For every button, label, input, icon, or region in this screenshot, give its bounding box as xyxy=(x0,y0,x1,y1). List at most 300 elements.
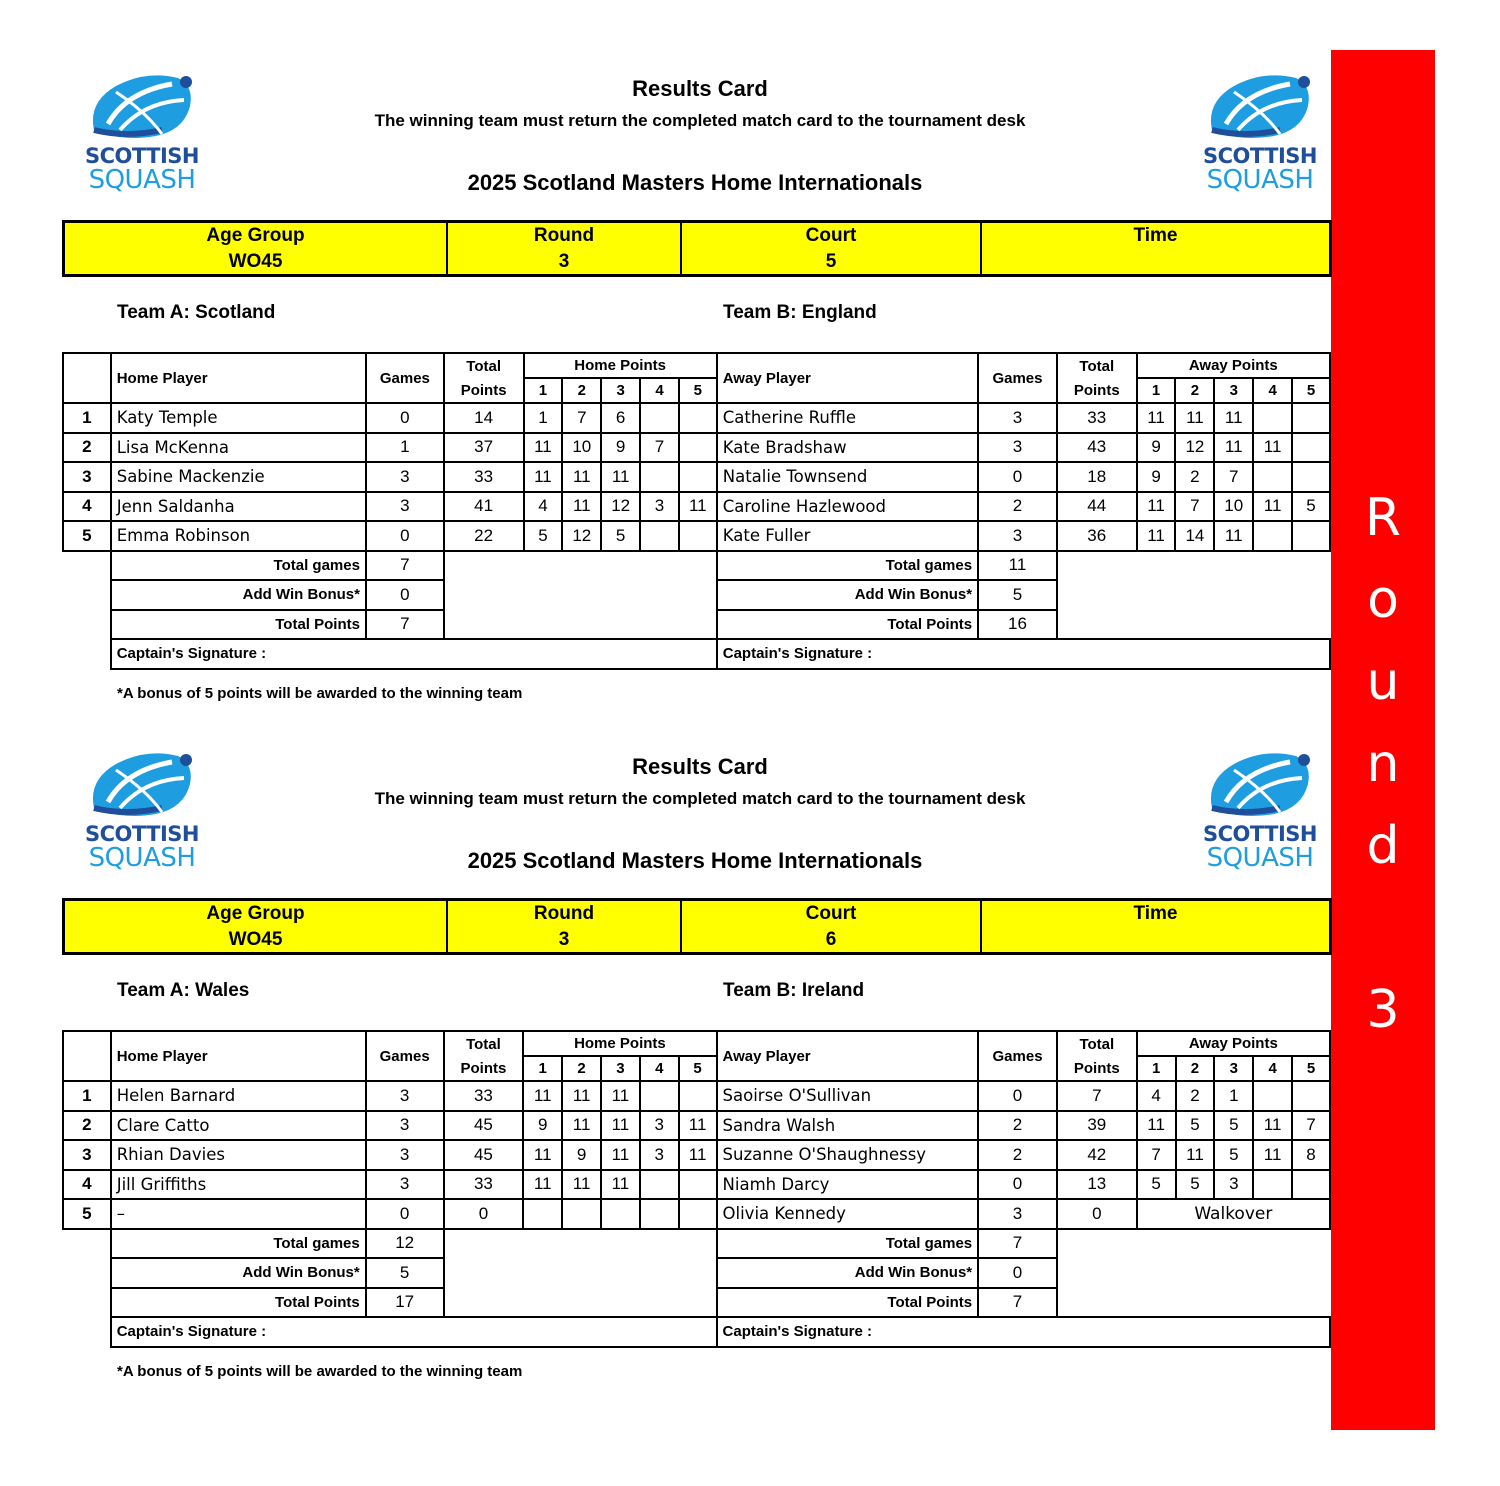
away-total-games-label: Total games xyxy=(717,551,978,581)
home-game-score xyxy=(640,521,679,551)
away-total-points: 18 xyxy=(1057,462,1137,492)
away-player-name: Olivia Kennedy xyxy=(717,1199,979,1229)
away-game-score: 4 xyxy=(1137,1081,1176,1111)
row-number: 4 xyxy=(63,492,111,522)
home-total-points-label: Total Points xyxy=(111,1288,366,1318)
home-game-score: 11 xyxy=(679,492,717,522)
home-total-points: 22 xyxy=(444,521,524,551)
table-row xyxy=(63,1111,1330,1141)
home-game-score: 12 xyxy=(562,521,601,551)
home-player-name: Jenn Saldanha xyxy=(111,492,366,522)
results-card xyxy=(0,678,1331,1380)
spacer xyxy=(63,639,111,669)
away-total-games-value: 11 xyxy=(978,551,1057,581)
home-game-score: 12 xyxy=(601,492,640,522)
away-game-score: 11 xyxy=(1175,403,1214,433)
away-total-points-header: Points xyxy=(1057,1056,1137,1081)
away-games: 2 xyxy=(978,1111,1057,1141)
home-game-score: 4 xyxy=(524,492,563,522)
home-game-score: 5 xyxy=(601,521,640,551)
spacer xyxy=(63,610,111,640)
time-cell xyxy=(982,223,1329,274)
home-game-score xyxy=(640,462,679,492)
away-game-score: 11 xyxy=(1214,521,1253,551)
event-title: 2025 Scotland Masters Home Internationals xyxy=(467,848,923,873)
row-number: 5 xyxy=(63,521,111,551)
home-game-1-header: 1 xyxy=(524,378,563,403)
table-row xyxy=(63,1081,1330,1111)
away-total-games-label: Total games xyxy=(717,1229,979,1259)
away-games: 3 xyxy=(978,521,1057,551)
bonus-note: *A bonus of 5 points will be awarded to the winning team xyxy=(117,685,523,702)
spacer xyxy=(63,1258,111,1288)
home-games-header: Games xyxy=(366,1031,444,1081)
home-game-score: 11 xyxy=(523,1140,562,1170)
round-value: 3 xyxy=(558,929,570,950)
away-game-score: 2 xyxy=(1176,1081,1215,1111)
home-game-score: 9 xyxy=(601,433,640,463)
home-game-score: 11 xyxy=(601,1140,640,1170)
away-player-name: Suzanne O'Shaughnessy xyxy=(717,1140,979,1170)
home-game-score xyxy=(679,521,717,551)
away-game-score: 5 xyxy=(1137,1170,1176,1200)
logo-text-squash: SQUASH xyxy=(1206,843,1314,873)
home-game-score: 11 xyxy=(679,1111,717,1141)
away-game-score: 9 xyxy=(1137,433,1176,463)
away-win-bonus-value: 0 xyxy=(978,1258,1057,1288)
time-label: Time xyxy=(1133,903,1178,924)
home-total-points: 33 xyxy=(444,1081,524,1111)
blank-area xyxy=(1057,1229,1330,1318)
away-player-name: Kate Fuller xyxy=(717,521,978,551)
away-total-points: 43 xyxy=(1057,433,1137,463)
home-games: 0 xyxy=(366,1199,444,1229)
age-group-cell xyxy=(65,223,448,274)
spacer xyxy=(63,1229,111,1259)
away-captain-signature: Captain's Signature : xyxy=(717,639,1330,669)
age-group-value: WO45 xyxy=(228,251,283,272)
home-game-score: 11 xyxy=(523,1081,562,1111)
away-total-points: 44 xyxy=(1057,492,1137,522)
blank-area xyxy=(444,1229,717,1318)
away-total-points: 36 xyxy=(1057,521,1137,551)
away-games: 0 xyxy=(978,1170,1057,1200)
away-game-4-header: 4 xyxy=(1253,1056,1292,1081)
away-player-name: Catherine Ruffle xyxy=(717,403,978,433)
away-total-games-value: 7 xyxy=(978,1229,1057,1259)
logo-text-scottish: SCOTTISH xyxy=(84,822,200,846)
round-label: Round xyxy=(533,225,595,246)
away-walkover: Walkover xyxy=(1137,1199,1330,1229)
away-total-points: 33 xyxy=(1057,403,1137,433)
home-game-score: 11 xyxy=(562,462,601,492)
table-row xyxy=(63,433,1330,463)
away-game-score: 8 xyxy=(1292,1140,1330,1170)
away-game-score: 3 xyxy=(1214,1170,1253,1200)
home-game-score: 11 xyxy=(562,1111,601,1141)
away-game-1-header: 1 xyxy=(1137,378,1176,403)
logo-text-scottish: SCOTTISH xyxy=(84,144,200,168)
away-total-points-label: Total Points xyxy=(717,610,978,640)
home-total-points: 33 xyxy=(444,462,524,492)
home-games: 0 xyxy=(366,521,444,551)
row-number-header xyxy=(63,1031,111,1081)
home-game-score: 11 xyxy=(562,1170,601,1200)
home-games: 3 xyxy=(366,1081,444,1111)
home-game-2-header: 2 xyxy=(562,1056,601,1081)
logo-text-scottish: SCOTTISH xyxy=(1202,144,1318,168)
home-games: 0 xyxy=(366,403,444,433)
card-title: Results Card xyxy=(632,754,768,779)
away-game-score: 14 xyxy=(1175,521,1214,551)
home-captain-signature: Captain's Signature : xyxy=(111,639,717,669)
away-total-points: 7 xyxy=(1057,1081,1137,1111)
results-table xyxy=(62,352,1331,670)
away-game-score xyxy=(1292,462,1330,492)
away-game-score: 11 xyxy=(1137,1111,1176,1141)
spacer xyxy=(63,1317,111,1347)
round-cell xyxy=(448,901,682,952)
home-game-score: 5 xyxy=(524,521,563,551)
row-number: 5 xyxy=(63,1199,111,1229)
logo-text-squash: SQUASH xyxy=(88,843,196,873)
court-label: Court xyxy=(805,225,857,246)
home-player-name: Katy Temple xyxy=(111,403,366,433)
card-title: Results Card xyxy=(632,76,768,101)
results-card xyxy=(0,0,1331,702)
home-total-points: 37 xyxy=(444,433,524,463)
home-total-points: 45 xyxy=(444,1140,524,1170)
home-game-5-header: 5 xyxy=(679,1056,717,1081)
home-total-points-header: Points xyxy=(444,1056,524,1081)
home-games: 3 xyxy=(366,492,444,522)
home-player-name: Helen Barnard xyxy=(111,1081,366,1111)
age-group-label: Age Group xyxy=(206,903,305,924)
home-game-score: 11 xyxy=(679,1140,717,1170)
away-player-header: Away Player xyxy=(717,1031,979,1081)
blank-area xyxy=(444,551,717,640)
age-group-label: Age Group xyxy=(206,225,305,246)
home-game-3-header: 3 xyxy=(601,378,640,403)
row-number: 3 xyxy=(63,1140,111,1170)
away-game-score xyxy=(1292,433,1330,463)
home-game-score: 11 xyxy=(601,1111,640,1141)
home-games: 3 xyxy=(366,1170,444,1200)
home-game-score: 10 xyxy=(562,433,601,463)
away-points-header: Away Points xyxy=(1137,1031,1330,1056)
home-game-score: 9 xyxy=(523,1111,562,1141)
court-label: Court xyxy=(805,903,857,924)
round-banner-letter: d xyxy=(1366,816,1400,876)
away-game-2-header: 2 xyxy=(1176,1056,1215,1081)
home-total-points: 0 xyxy=(444,1199,524,1229)
away-game-score xyxy=(1292,1081,1330,1111)
home-game-score: 11 xyxy=(601,462,640,492)
home-player-name: Emma Robinson xyxy=(111,521,366,551)
home-game-4-header: 4 xyxy=(640,378,679,403)
away-game-score xyxy=(1292,521,1330,551)
home-games: 1 xyxy=(366,433,444,463)
home-game-score: 7 xyxy=(562,403,601,433)
away-game-score xyxy=(1292,403,1330,433)
home-game-score xyxy=(679,1170,717,1200)
away-game-score: 11 xyxy=(1253,1111,1292,1141)
age-group-value: WO45 xyxy=(228,929,283,950)
table-row xyxy=(63,462,1330,492)
home-game-score xyxy=(640,1199,679,1229)
row-number: 4 xyxy=(63,1170,111,1200)
home-total-points-header: Points xyxy=(444,378,524,403)
away-game-score xyxy=(1253,1081,1292,1111)
age-group-cell xyxy=(65,901,448,952)
team-b-label: Team B: Ireland xyxy=(723,980,865,1001)
home-game-score: 6 xyxy=(601,403,640,433)
home-total-header: Total xyxy=(444,1031,524,1056)
away-game-score: 2 xyxy=(1175,462,1214,492)
away-points-header: Away Points xyxy=(1137,353,1330,378)
event-title: 2025 Scotland Masters Home Internationals xyxy=(467,170,923,195)
home-game-score xyxy=(601,1199,640,1229)
table-row xyxy=(63,403,1330,433)
team-b-label: Team B: England xyxy=(723,302,877,323)
home-points-header: Home Points xyxy=(523,1031,716,1056)
court-cell xyxy=(682,223,982,274)
round-banner-letter: n xyxy=(1366,734,1400,794)
table-row xyxy=(63,1170,1330,1200)
home-player-name: Sabine Mackenzie xyxy=(111,462,366,492)
home-games: 3 xyxy=(366,1140,444,1170)
away-game-score: 7 xyxy=(1292,1111,1330,1141)
bonus-note: *A bonus of 5 points will be awarded to the winning team xyxy=(117,1363,523,1380)
round-cell xyxy=(448,223,682,274)
home-game-score xyxy=(679,1199,717,1229)
home-total-games-value: 12 xyxy=(366,1229,444,1259)
logo-text-squash: SQUASH xyxy=(1206,165,1314,195)
squash-ball-logo-icon xyxy=(1204,72,1316,142)
away-game-3-header: 3 xyxy=(1214,1056,1253,1081)
away-total-points-label: Total Points xyxy=(717,1288,979,1318)
away-game-score: 11 xyxy=(1253,1140,1292,1170)
home-game-score: 11 xyxy=(524,462,563,492)
away-game-5-header: 5 xyxy=(1292,1056,1330,1081)
home-game-score: 11 xyxy=(562,492,601,522)
away-game-score xyxy=(1253,462,1292,492)
away-games: 0 xyxy=(978,1081,1057,1111)
home-game-score: 11 xyxy=(523,1170,562,1200)
away-game-score xyxy=(1253,403,1292,433)
away-game-score: 11 xyxy=(1253,433,1292,463)
blank-area xyxy=(1057,551,1330,640)
home-captain-signature: Captain's Signature : xyxy=(111,1317,717,1347)
away-games: 0 xyxy=(978,462,1057,492)
card-subtitle: The winning team must return the completed match card to the tournament desk xyxy=(374,111,1026,130)
away-game-1-header: 1 xyxy=(1137,1056,1176,1081)
home-player-header: Home Player xyxy=(111,353,366,403)
home-game-score: 3 xyxy=(640,1140,679,1170)
away-games-header: Games xyxy=(978,1031,1057,1081)
time-cell xyxy=(982,901,1329,952)
away-game-score xyxy=(1292,1170,1330,1200)
away-game-score: 9 xyxy=(1137,462,1176,492)
away-win-bonus-value: 5 xyxy=(978,580,1057,610)
home-total-games-label: Total games xyxy=(111,1229,366,1259)
team-a-label: Team A: Scotland xyxy=(117,302,276,323)
home-player-name: – xyxy=(111,1199,366,1229)
table-row xyxy=(63,521,1330,551)
time-label: Time xyxy=(1133,225,1178,246)
away-game-score: 5 xyxy=(1214,1111,1253,1141)
home-game-3-header: 3 xyxy=(601,1056,640,1081)
away-player-header: Away Player xyxy=(717,353,978,403)
row-number: 2 xyxy=(63,1111,111,1141)
squash-ball-logo-icon xyxy=(86,72,198,142)
scottish-squash-logo xyxy=(72,750,212,880)
away-games: 3 xyxy=(978,1199,1057,1229)
away-player-name: Caroline Hazlewood xyxy=(717,492,978,522)
row-number-header xyxy=(63,353,111,403)
match-info-bar xyxy=(62,220,1332,277)
home-game-1-header: 1 xyxy=(523,1056,562,1081)
away-win-bonus-label: Add Win Bonus* xyxy=(717,580,978,610)
row-number: 1 xyxy=(63,1081,111,1111)
away-game-score: 5 xyxy=(1292,492,1330,522)
home-game-score xyxy=(679,462,717,492)
home-game-score xyxy=(679,433,717,463)
home-game-5-header: 5 xyxy=(679,378,717,403)
match-info-bar xyxy=(62,898,1332,955)
home-win-bonus-label: Add Win Bonus* xyxy=(111,580,366,610)
home-total-games-label: Total games xyxy=(111,551,366,581)
home-total-points: 14 xyxy=(444,403,524,433)
away-game-score: 11 xyxy=(1176,1140,1215,1170)
home-total-points: 33 xyxy=(444,1170,524,1200)
home-points-header: Home Points xyxy=(524,353,717,378)
away-total-points: 39 xyxy=(1057,1111,1137,1141)
away-game-2-header: 2 xyxy=(1175,378,1214,403)
home-player-name: Rhian Davies xyxy=(111,1140,366,1170)
home-game-2-header: 2 xyxy=(562,378,601,403)
away-player-name: Kate Bradshaw xyxy=(717,433,978,463)
away-game-score: 5 xyxy=(1176,1111,1215,1141)
away-player-name: Sandra Walsh xyxy=(717,1111,979,1141)
home-total-points: 45 xyxy=(444,1111,524,1141)
table-row xyxy=(63,1199,1330,1229)
away-game-score: 11 xyxy=(1214,433,1253,463)
away-games-header: Games xyxy=(978,353,1057,403)
round-banner-letter: 3 xyxy=(1366,980,1400,1040)
home-player-header: Home Player xyxy=(111,1031,366,1081)
results-table xyxy=(62,1030,1331,1348)
home-game-score: 9 xyxy=(562,1140,601,1170)
scottish-squash-logo xyxy=(72,72,212,202)
round-banner-letter: R xyxy=(1364,488,1402,548)
away-games: 3 xyxy=(978,433,1057,463)
home-games: 3 xyxy=(366,1111,444,1141)
row-number: 2 xyxy=(63,433,111,463)
court-value: 6 xyxy=(825,929,837,950)
away-total-points-header: Points xyxy=(1057,378,1137,403)
home-win-bonus-value: 5 xyxy=(366,1258,444,1288)
home-games-header: Games xyxy=(366,353,444,403)
away-game-5-header: 5 xyxy=(1292,378,1330,403)
home-game-score: 11 xyxy=(524,433,563,463)
round-banner-letter: o xyxy=(1367,570,1399,630)
home-games: 3 xyxy=(366,462,444,492)
away-game-score: 11 xyxy=(1253,492,1292,522)
home-game-score xyxy=(640,403,679,433)
home-game-4-header: 4 xyxy=(640,1056,679,1081)
home-game-score: 11 xyxy=(562,1081,601,1111)
spacer xyxy=(63,1288,111,1318)
away-game-score xyxy=(1253,521,1292,551)
away-game-score: 11 xyxy=(1137,403,1176,433)
row-number: 3 xyxy=(63,462,111,492)
card-subtitle: The winning team must return the completed match card to the tournament desk xyxy=(374,789,1026,808)
away-game-score: 5 xyxy=(1176,1170,1215,1200)
spacer xyxy=(63,580,111,610)
home-game-score: 11 xyxy=(601,1081,640,1111)
away-games: 2 xyxy=(978,492,1057,522)
court-value: 5 xyxy=(825,251,837,272)
away-game-score: 7 xyxy=(1214,462,1253,492)
logo-text-squash: SQUASH xyxy=(88,165,196,195)
home-player-name: Lisa McKenna xyxy=(111,433,366,463)
home-total-header: Total xyxy=(444,353,524,378)
away-total-points: 42 xyxy=(1057,1140,1137,1170)
away-player-name: Niamh Darcy xyxy=(717,1170,979,1200)
away-game-score: 11 xyxy=(1137,521,1176,551)
spacer xyxy=(63,551,111,581)
away-game-score: 11 xyxy=(1137,492,1176,522)
round-label: Round xyxy=(533,903,595,924)
away-total-header: Total xyxy=(1057,1031,1137,1056)
home-total-games-value: 7 xyxy=(366,551,444,581)
home-game-score xyxy=(562,1199,601,1229)
away-game-4-header: 4 xyxy=(1253,378,1292,403)
team-a-label: Team A: Wales xyxy=(117,980,250,1001)
home-win-bonus-value: 0 xyxy=(366,580,444,610)
away-game-score: 11 xyxy=(1214,403,1253,433)
round-value: 3 xyxy=(558,251,570,272)
home-game-score xyxy=(640,1081,679,1111)
away-games: 3 xyxy=(978,403,1057,433)
home-game-score xyxy=(679,403,717,433)
scottish-squash-logo xyxy=(1190,750,1330,880)
squash-ball-logo-icon xyxy=(86,750,198,820)
away-captain-signature: Captain's Signature : xyxy=(717,1317,1330,1347)
away-game-score: 1 xyxy=(1214,1081,1253,1111)
away-total-header: Total xyxy=(1057,353,1137,378)
home-game-score: 11 xyxy=(601,1170,640,1200)
round-banner-letter: u xyxy=(1366,652,1400,712)
away-total-points-value: 16 xyxy=(978,610,1057,640)
away-player-name: Natalie Townsend xyxy=(717,462,978,492)
logo-text-scottish: SCOTTISH xyxy=(1202,822,1318,846)
home-player-name: Jill Griffiths xyxy=(111,1170,366,1200)
away-total-points-value: 7 xyxy=(978,1288,1057,1318)
away-total-points: 0 xyxy=(1057,1199,1137,1229)
home-total-points-label: Total Points xyxy=(111,610,366,640)
home-game-score xyxy=(679,1081,717,1111)
round-banner xyxy=(1331,50,1435,1430)
home-game-score: 7 xyxy=(640,433,679,463)
home-game-score: 3 xyxy=(640,492,679,522)
home-total-points-value: 7 xyxy=(366,610,444,640)
away-games: 2 xyxy=(978,1140,1057,1170)
home-game-score xyxy=(640,1170,679,1200)
away-game-score: 5 xyxy=(1214,1140,1253,1170)
scottish-squash-logo xyxy=(1190,72,1330,202)
